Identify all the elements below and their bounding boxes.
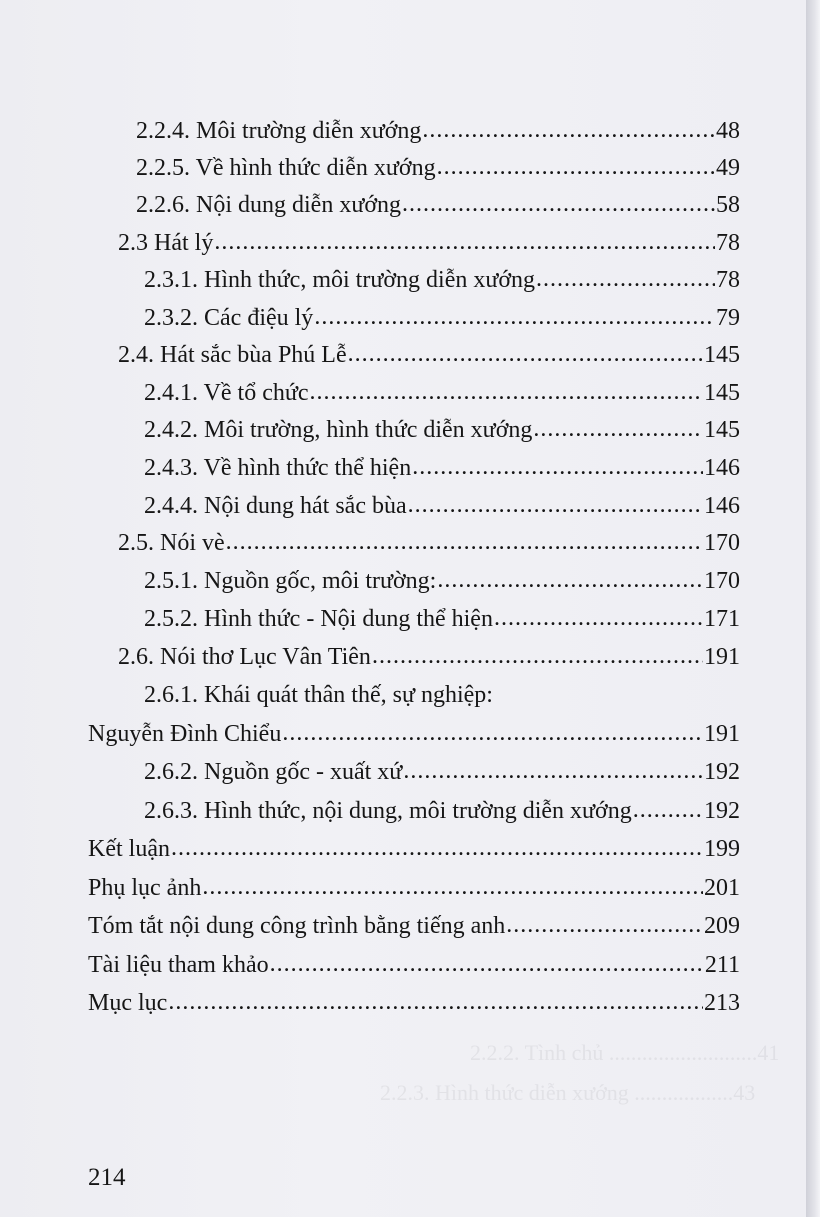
toc-entry bbox=[144, 604, 740, 634]
toc-entry-label: 2.4. Hát sắc bùa Phú Lễ bbox=[118, 342, 347, 368]
toc-page-number: 170 bbox=[704, 568, 740, 594]
toc-entry bbox=[88, 873, 740, 903]
toc-entry-label: 2.3.2. Các điệu lý bbox=[144, 305, 314, 331]
dot-leader bbox=[494, 603, 703, 633]
toc-entry-label: 2.2.5. Về hình thức diễn xướng bbox=[136, 155, 436, 181]
dot-leader bbox=[412, 452, 703, 482]
show-through-text: 2.2.2. Tình chủ ...........................41 bbox=[470, 1040, 780, 1065]
toc-entry-label: 2.6. Nói thơ Lục Vân Tiên bbox=[118, 644, 371, 670]
toc-entry-label: Mục lục bbox=[88, 990, 168, 1016]
dot-leader bbox=[422, 115, 715, 145]
toc-page-number: 192 bbox=[704, 798, 740, 824]
toc-page-number: 199 bbox=[704, 836, 740, 862]
toc-page-number: 201 bbox=[704, 875, 740, 901]
toc-entry bbox=[88, 834, 740, 864]
toc-entry-label: Tóm tắt nội dung công trình bằng tiếng anh bbox=[88, 913, 506, 939]
toc-entry bbox=[88, 911, 740, 941]
dot-leader bbox=[282, 718, 703, 748]
toc-page-number: 192 bbox=[704, 759, 740, 785]
toc-entry bbox=[118, 528, 740, 558]
toc-entry bbox=[136, 153, 740, 183]
toc-entry bbox=[118, 228, 740, 258]
toc-page-number: 209 bbox=[704, 913, 740, 939]
dot-leader bbox=[408, 490, 703, 520]
dot-leader bbox=[372, 641, 703, 671]
toc-entry-label: 2.2.4. Môi trường diễn xướng bbox=[136, 118, 422, 144]
show-through-text: 2.2.3. Hình thức diễn xướng ..................43 bbox=[380, 1080, 756, 1105]
toc-page-number: 48 bbox=[716, 118, 740, 144]
toc-entry-label: Phụ lục ảnh bbox=[88, 875, 202, 901]
page-edge bbox=[806, 0, 820, 1217]
toc-entry-label: 2.2.6. Nội dung diễn xướng bbox=[136, 192, 402, 218]
toc-page-number: 171 bbox=[704, 606, 740, 632]
dot-leader bbox=[402, 189, 715, 219]
toc-entry bbox=[88, 719, 740, 749]
toc-page-number: 49 bbox=[716, 155, 740, 181]
toc-entry-label: 2.6.3. Hình thức, nội dung, môi trường diễn xướng bbox=[144, 798, 632, 824]
toc-entry bbox=[144, 796, 740, 826]
toc-entry bbox=[144, 265, 740, 295]
dot-leader bbox=[633, 795, 703, 825]
toc-entry-label: Nguyễn Đình Chiểu bbox=[88, 721, 282, 747]
toc-page-number: 145 bbox=[704, 417, 740, 443]
toc-entry-label: 2.6.2. Nguồn gốc - xuất xứ bbox=[144, 759, 403, 785]
toc-page-number: 146 bbox=[704, 455, 740, 481]
toc-entry-label: 2.5.2. Hình thức - Nội dung thể hiện bbox=[144, 606, 493, 632]
toc-page-number: 170 bbox=[704, 530, 740, 556]
toc-page-number: 191 bbox=[704, 721, 740, 747]
toc-page-number: 58 bbox=[716, 192, 740, 218]
toc-entry-label: Kết luận bbox=[88, 836, 170, 862]
toc-entry bbox=[144, 453, 740, 483]
toc-entry bbox=[136, 190, 740, 220]
dot-leader bbox=[310, 377, 703, 407]
toc-entry-label: 2.4.2. Môi trường, hình thức diễn xướng bbox=[144, 417, 533, 443]
toc-entry bbox=[144, 303, 740, 333]
toc-entry bbox=[136, 116, 740, 146]
toc-entry bbox=[144, 491, 740, 521]
toc-entry-label: 2.4.4. Nội dung hát sắc bùa bbox=[144, 493, 407, 519]
dot-leader bbox=[506, 910, 703, 940]
dot-leader bbox=[437, 565, 703, 595]
toc-entry-label: 2.5. Nói vè bbox=[118, 530, 225, 556]
dot-leader bbox=[171, 833, 703, 863]
toc-entry bbox=[88, 950, 740, 980]
toc-page-number: 191 bbox=[704, 644, 740, 670]
toc-entry bbox=[118, 340, 740, 370]
toc-entry-label: 2.4.3. Về hình thức thể hiện bbox=[144, 455, 412, 481]
toc-page-number: 145 bbox=[704, 342, 740, 368]
toc-page-number: 211 bbox=[704, 952, 740, 978]
dot-leader bbox=[270, 949, 704, 979]
toc-entry-label: Tài liệu tham khảo bbox=[88, 952, 269, 978]
toc-page-number: 78 bbox=[716, 230, 740, 256]
toc-entry bbox=[144, 566, 740, 596]
page-number: 214 bbox=[88, 1164, 126, 1191]
dot-leader bbox=[403, 756, 703, 786]
dot-leader bbox=[168, 987, 703, 1017]
toc-page-number: 78 bbox=[716, 267, 740, 293]
toc-entry bbox=[118, 642, 740, 672]
toc-page-number: 146 bbox=[704, 493, 740, 519]
dot-leader bbox=[314, 302, 715, 332]
dot-leader bbox=[536, 264, 715, 294]
toc-entry-label: 2.3.1. Hình thức, môi trường diễn xướng bbox=[144, 267, 536, 293]
toc-entry bbox=[144, 378, 740, 408]
dot-leader bbox=[437, 152, 715, 182]
toc-entry bbox=[144, 415, 740, 445]
toc-page-number: 79 bbox=[716, 305, 740, 331]
toc-entry bbox=[144, 757, 740, 787]
dot-leader bbox=[533, 414, 703, 444]
toc-page-number: 145 bbox=[704, 380, 740, 406]
dot-leader bbox=[214, 227, 715, 257]
toc-entry bbox=[88, 988, 740, 1018]
dot-leader bbox=[202, 872, 703, 902]
dot-leader bbox=[348, 339, 703, 369]
toc-entry-label: 2.3 Hát lý bbox=[118, 230, 214, 256]
toc-subheading: 2.6.1. Khái quát thân thế, sự nghiệp: bbox=[144, 682, 493, 708]
toc-entry-label: 2.4.1. Về tổ chức bbox=[144, 380, 309, 406]
dot-leader bbox=[226, 527, 703, 557]
toc-entry-label: 2.5.1. Nguồn gốc, môi trường: bbox=[144, 568, 437, 594]
toc-page-number: 213 bbox=[704, 990, 740, 1016]
